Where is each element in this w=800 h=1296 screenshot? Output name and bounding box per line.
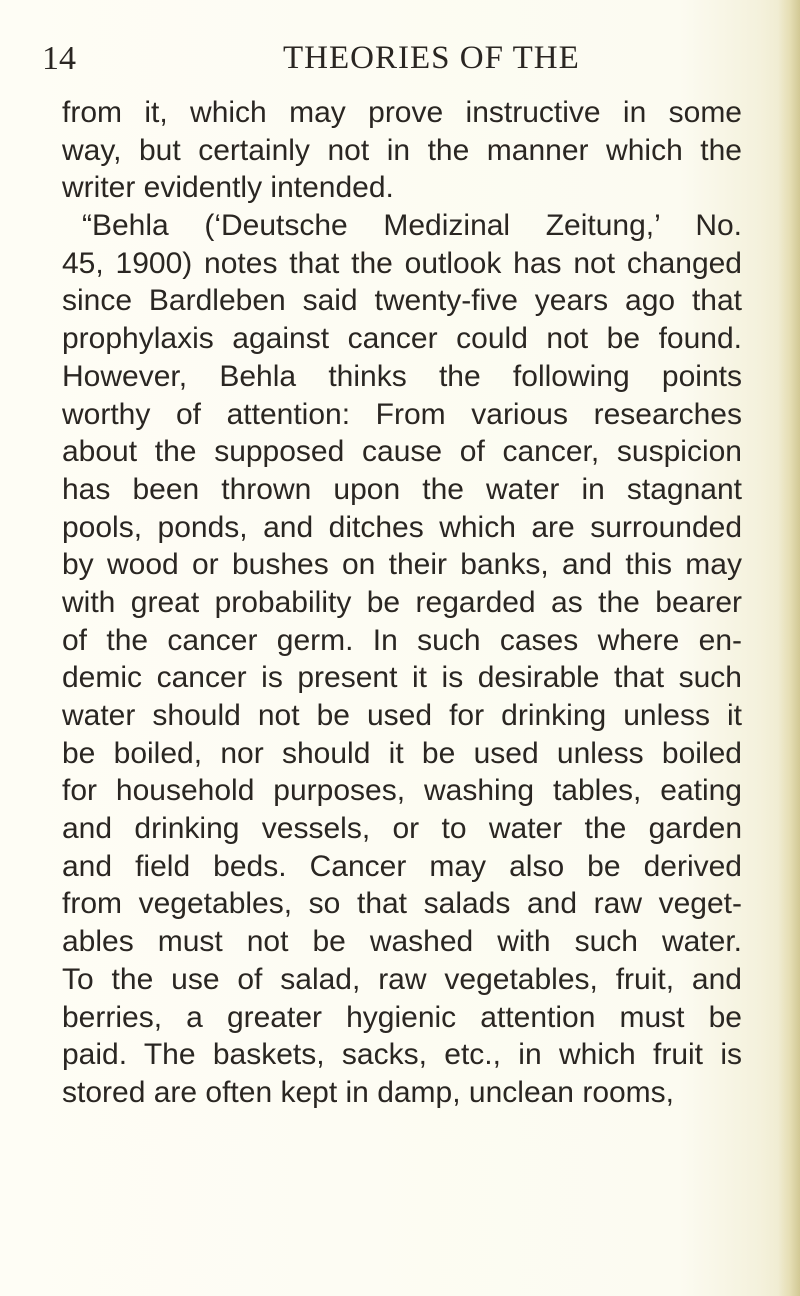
- text-line: ables must not be washed with such water.: [62, 925, 742, 959]
- text-line: from vegetables, so that salads and raw veget-: [62, 887, 742, 921]
- text-line: by wood or bushes on their banks, and this may: [62, 548, 742, 582]
- text-line: water should not be used for drinking unless it: [62, 699, 742, 732]
- page-number: 14: [42, 40, 76, 77]
- text-line: for household purposes, washing tables, eating: [62, 774, 742, 808]
- text-line: However, Behla thinks the following points: [62, 359, 742, 393]
- text-line: demic cancer is present it is desirable that such: [62, 661, 742, 695]
- body-text: [62, 94, 742, 1112]
- text-line: way, but certainly not in the manner which the: [62, 133, 742, 167]
- text-line: worthy of attention: From various researches: [62, 397, 742, 431]
- text-line: from it, which may prove instructive in some: [62, 96, 742, 129]
- text-line: writer evidently intended.: [62, 171, 394, 205]
- text-line: paid. The baskets, sacks, etc., in which fruit is: [62, 1038, 742, 1072]
- text-line: berries, a greater hygienic attention must be: [62, 1000, 742, 1034]
- text-line: prophylaxis against cancer could not be found.: [62, 322, 742, 356]
- text-line: 45, 1900) notes that the outlook has not changed: [62, 246, 742, 280]
- text-line: pools, ponds, and ditches which are surrounded: [62, 510, 742, 544]
- text-line: since Bardleben said twenty-five years ago that: [62, 284, 742, 318]
- text-line: of the cancer germ. In such cases where en-: [62, 623, 742, 657]
- text-line: with great probability be regarded as the bearer: [62, 585, 742, 619]
- text-line: about the supposed cause of cancer, suspicion: [62, 435, 742, 469]
- text-line: be boiled, nor should it be used unless boiled: [62, 736, 742, 770]
- page-header: [0, 30, 800, 86]
- text-line: To the use of salad, raw vegetables, fruit, and: [62, 962, 742, 996]
- text-line: and drinking vessels, or to water the garden: [62, 812, 742, 846]
- text-line: and field beds. Cancer may also be derived: [62, 849, 742, 883]
- text-line: has been thrown upon the water in stagnant: [62, 472, 742, 506]
- running-head: THEORIES OF THE: [283, 40, 580, 76]
- text-line: stored are often kept in damp, unclean rooms,: [62, 1075, 675, 1109]
- text-line: “Behla (‘Deutsche Medizinal Zeitung,’ No.: [82, 209, 742, 243]
- page-edge-shadow: [778, 0, 800, 1296]
